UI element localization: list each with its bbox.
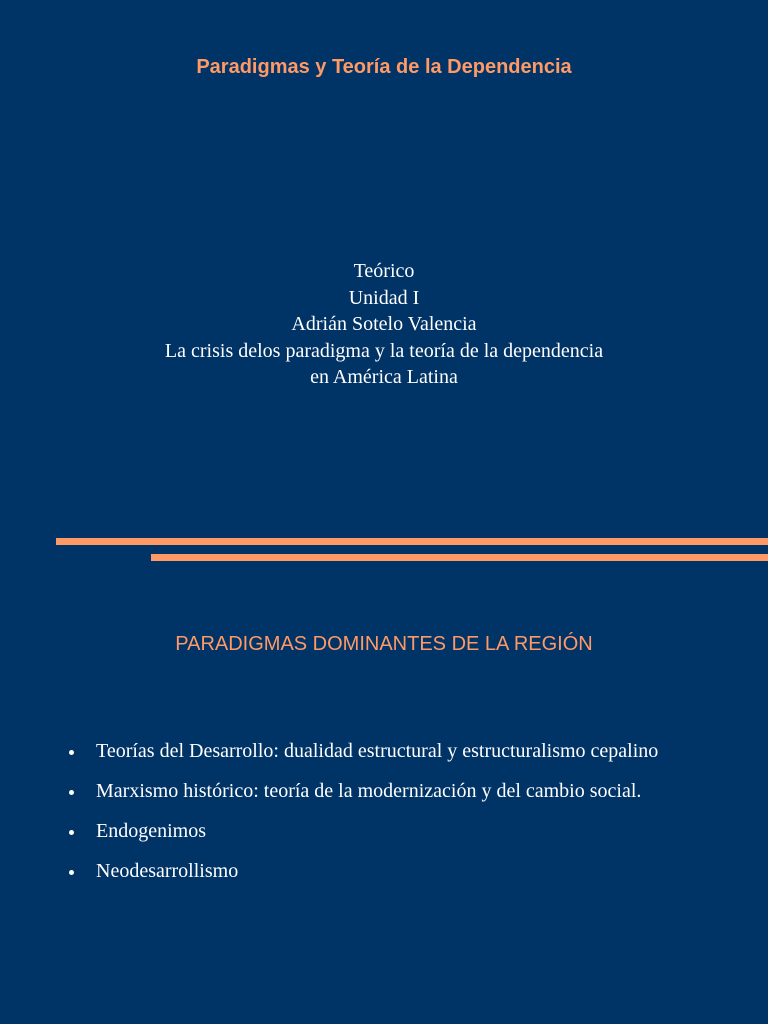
list-item-text: Endogenimos <box>96 820 206 842</box>
bullet-icon <box>69 750 74 755</box>
author-line: Adrián Sotelo Valencia <box>291 313 477 335</box>
list-item-text: Teorías del Desarrollo: dualidad estructural y estructuralismo cepalino <box>96 740 659 762</box>
bullet-list <box>64 738 704 898</box>
subtitle-line: en América Latina <box>310 366 458 388</box>
list-item <box>64 738 704 765</box>
subtitle-line: Unidad I <box>348 286 420 309</box>
divider-rule-top <box>56 538 768 545</box>
bullet-icon <box>69 790 74 795</box>
slide-title: Paradigmas y Teoría de la Dependencia <box>196 56 572 78</box>
divider-rule-bottom <box>151 554 768 561</box>
list-item-text: Marxismo histórico: teoría de la modernización y del cambio social. <box>96 780 642 802</box>
subtitle-line: La crisis delos paradigma y la teoría de la dependencia <box>164 339 604 362</box>
bullet-icon <box>69 830 74 835</box>
section-heading: PARADIGMAS DOMINANTES DE LA REGIÓN <box>175 633 593 655</box>
bullet-icon <box>69 870 74 875</box>
list-item-text: Neodesarrollismo <box>96 860 239 882</box>
list-item <box>64 778 704 805</box>
subtitle-line: Teórico <box>353 260 415 282</box>
list-item <box>64 858 704 885</box>
subtitle-block <box>0 258 768 391</box>
list-item <box>64 818 704 845</box>
